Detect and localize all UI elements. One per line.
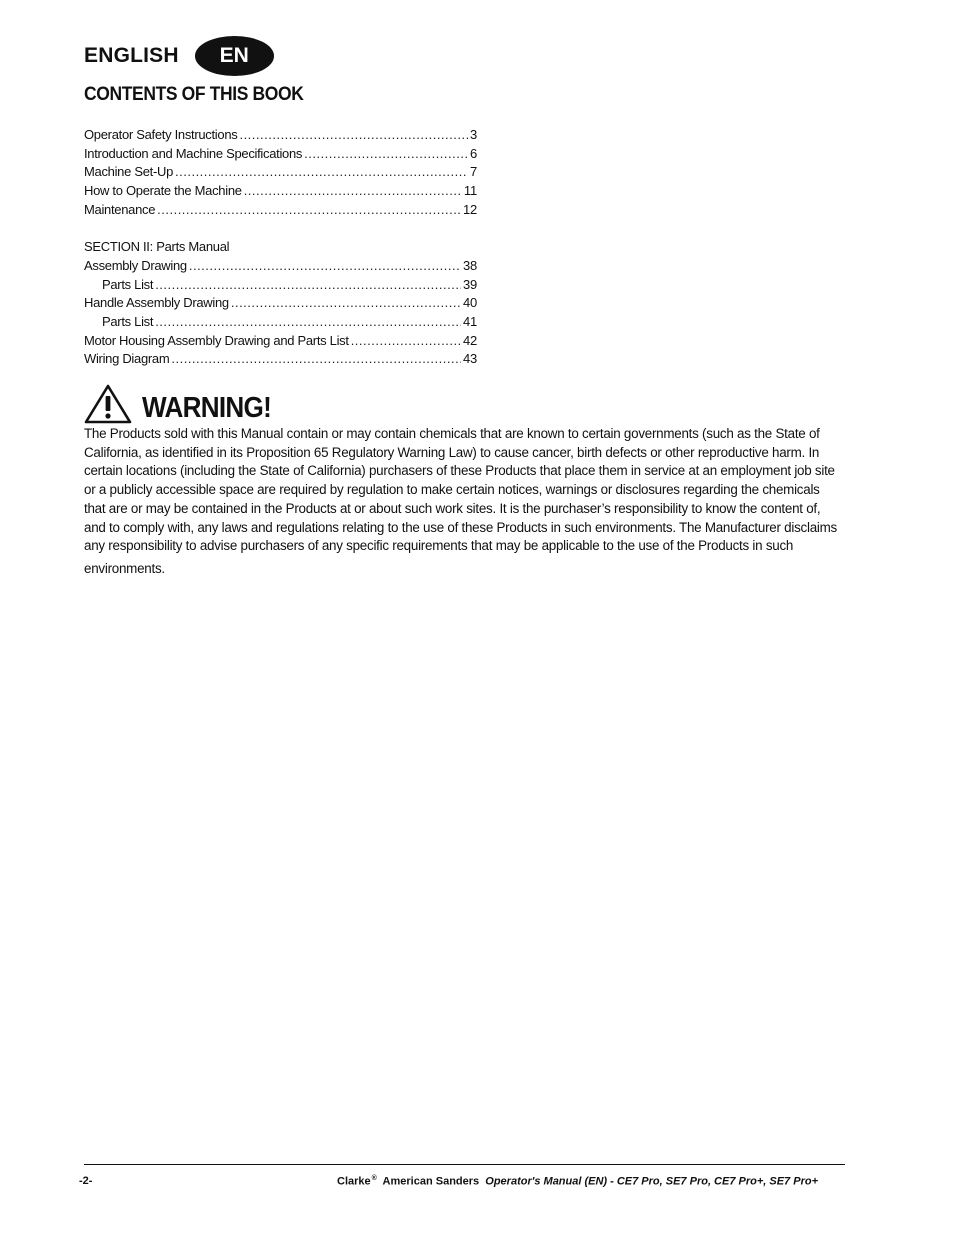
warning-text-line: California, as identified in its Proposition 65 Regulatory Warning Law) to cause cancer, birth defects or other reproductive harm. In xyxy=(84,444,820,460)
table-of-contents xyxy=(84,127,477,370)
toc-item-page: 42 xyxy=(462,332,477,348)
toc-item-assembly-drawing[interactable] xyxy=(84,258,477,277)
toc-item-page: 43 xyxy=(462,351,477,367)
toc-dot-leader xyxy=(304,146,468,161)
toc-dot-leader xyxy=(244,183,462,198)
toc-item-label: Introduction and Machine Specifications xyxy=(84,145,303,161)
toc-item-page: 3 xyxy=(469,127,477,142)
toc-item-page: 40 xyxy=(462,295,477,311)
toc-item-motor-housing[interactable] xyxy=(84,333,477,352)
warning-text-line: environments. xyxy=(84,560,165,576)
contents-title: CONTENTS OF THIS BOOK xyxy=(84,84,304,105)
warning-text-line: The Products sold with this Manual contain or may contain chemicals that are known to certain governments (such as the State of xyxy=(84,426,820,441)
toc-item-page: 38 xyxy=(462,257,477,273)
toc-item-label: How to Operate the Machine xyxy=(84,183,242,199)
toc-item-label: Machine Set-Up xyxy=(84,164,174,180)
footer-manual-info xyxy=(337,1175,818,1188)
language-code-badge: EN xyxy=(195,36,274,76)
toc-item-handle-assembly-drawing[interactable] xyxy=(84,295,477,314)
toc-dot-leader xyxy=(189,258,461,273)
registered-mark: ® xyxy=(371,1175,377,1182)
toc-dot-leader xyxy=(155,277,461,292)
toc-item-page: 6 xyxy=(469,145,477,161)
toc-section-title: SECTION II: Parts Manual xyxy=(84,239,230,255)
toc-dot-leader xyxy=(351,333,461,348)
toc-item-label: Maintenance xyxy=(84,201,156,217)
warning-text-line: that are or may be contained in the Products at or about such work sites. It is the purchaser’s responsibility to know the content of, xyxy=(84,500,821,516)
toc-dot-leader xyxy=(239,127,468,142)
toc-dot-leader xyxy=(157,202,461,217)
toc-spacer xyxy=(84,220,477,239)
toc-item-maintenance[interactable] xyxy=(84,202,477,221)
toc-item-page: 12 xyxy=(462,201,477,217)
toc-item-label: Operator Safety Instructions xyxy=(84,127,238,142)
toc-dot-leader xyxy=(231,295,461,310)
warning-triangle-icon xyxy=(84,384,132,424)
toc-dot-leader xyxy=(155,314,461,329)
toc-item-safety[interactable] xyxy=(84,127,477,146)
toc-item-page: 7 xyxy=(469,164,477,180)
footer-page-number: -2- xyxy=(79,1175,93,1187)
warning-text-line: or a publicly accessible space are required by regulation to make certain notices, warnings or disclosures regarding the chemicals xyxy=(84,482,820,498)
warning-text-line: certain locations (including the State of California) purchasers of these Products that place them in service at an employment job site xyxy=(84,463,835,479)
toc-item-page: 39 xyxy=(462,276,477,292)
warning-body xyxy=(84,425,844,579)
toc-item-label: Motor Housing Assembly Drawing and Parts List xyxy=(84,332,349,348)
toc-item-introduction[interactable] xyxy=(84,146,477,165)
footer-company: American Sanders xyxy=(382,1175,480,1188)
warning-text-line: any responsibility to advise purchasers of any specific requirements that may be applicable to the use of the Products in such xyxy=(84,538,794,554)
footer-brand: Clarke xyxy=(337,1175,371,1188)
toc-item-label: Wiring Diagram xyxy=(84,351,170,367)
toc-item-wiring-diagram[interactable] xyxy=(84,351,477,370)
toc-item-parts-list[interactable] xyxy=(84,277,477,296)
toc-dot-leader xyxy=(175,164,468,179)
toc-item-operate[interactable] xyxy=(84,183,477,202)
warning-text-line: and to comply with, any laws and regulations relating to the use of these Products in such environments. The Manufacturer disclaims xyxy=(84,519,837,535)
toc-item-label: Handle Assembly Drawing xyxy=(84,295,229,311)
warning-heading xyxy=(84,382,285,424)
toc-dot-leader xyxy=(171,351,461,366)
toc-item-label: Parts List xyxy=(102,276,154,292)
toc-item-setup[interactable] xyxy=(84,164,477,183)
toc-item-handle-parts-list[interactable] xyxy=(84,314,477,333)
warning-title: WARNING! xyxy=(142,392,272,424)
footer-manual-title: Operator's Manual (EN) - CE7 Pro, SE7 Pro, CE7 Pro+, SE7 Pro+ xyxy=(485,1175,818,1188)
footer-divider xyxy=(84,1164,845,1165)
toc-item-page: 41 xyxy=(462,313,477,329)
language-header xyxy=(84,36,274,76)
toc-item-label: Assembly Drawing xyxy=(84,257,187,273)
language-name: ENGLISH xyxy=(84,44,179,67)
toc-item-page: 11 xyxy=(463,183,477,199)
toc-item-label: Parts List xyxy=(102,313,154,329)
